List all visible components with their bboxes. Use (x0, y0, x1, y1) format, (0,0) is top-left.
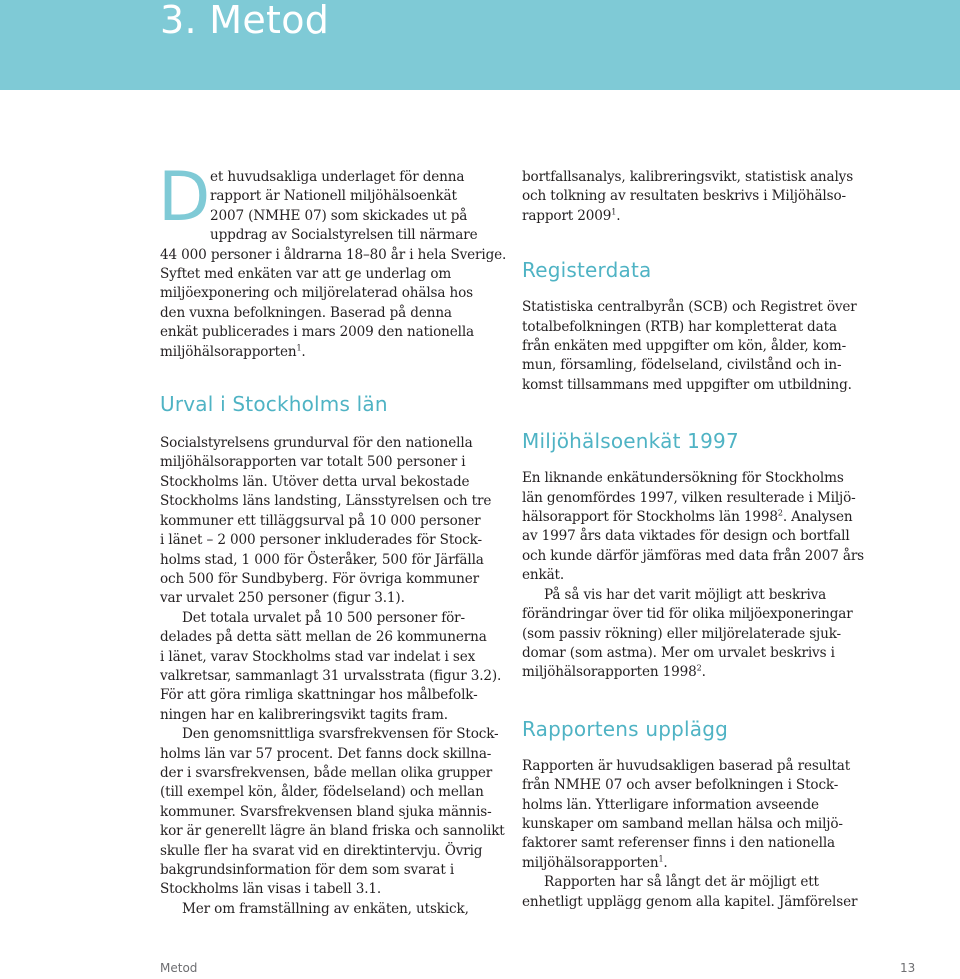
urval-paragraph-2 (160, 609, 502, 725)
text-fragment: . Analysen (782, 509, 853, 526)
text-line: skulle fler ha svarat vid en direktintervju. Övrig (160, 842, 483, 859)
section-heading-urval: Urval i Stockholms län (160, 392, 388, 417)
text-line (522, 854, 857, 873)
footnote-ref: 1 (611, 207, 617, 217)
miljo-1997-paragraph-2 (522, 586, 857, 683)
text-fragment: . (616, 207, 621, 224)
chapter-title: 3. Metod (160, 0, 330, 42)
text-line: Stockholms län. Utöver detta urval bekostade (160, 473, 470, 490)
text-line: län genomfördes 1997, vilken resulterade i Miljö- (522, 489, 856, 506)
text-line: rapport är Nationell miljöhälsoenkät (210, 188, 457, 205)
text-line: enkät publicerades i mars 2009 den nationella (160, 324, 474, 341)
text-line: Rapporten är huvudsakligen baserad på resultat (522, 757, 851, 774)
text-line: På så vis har det varit möjligt att beskriva (544, 586, 827, 603)
text-line: kommuner ett tilläggsurval på 10 000 personer (160, 512, 481, 529)
text-line: valkretsar, sammanlagt 31 urvalsstrata (figur 3.2). (160, 667, 502, 684)
section-heading-registerdata: Registerdata (522, 258, 652, 283)
text-line: bakgrundsinformation för dem som svarat i (160, 862, 455, 878)
text-line: Mer om framställning av enkäten, utskick, (182, 900, 469, 917)
text-line: Syftet med enkäten var att ge underlag om (160, 266, 452, 283)
urval-paragraph-1 (160, 434, 495, 609)
text-line: Det totala urvalet på 10 500 personer för- (182, 609, 465, 626)
text-line: miljöexponering och miljörelaterad ohälsa hos (160, 285, 473, 302)
text-line: Stockholms län visas i tabell 3.1. (160, 881, 382, 898)
page-number: 13 (900, 961, 916, 975)
text-line: från NMHE 07 och avser befolkningen i Stock- (522, 777, 839, 794)
text-line: Den genomsnittliga svarsfrekvensen för Stock- (182, 726, 499, 743)
text-line: (som passiv rökning) eller miljörelaterade sjuk- (522, 625, 841, 642)
text-line: mun, församling, födelseland, civilstånd och in- (522, 357, 842, 374)
rapportens-paragraph-2 (522, 873, 857, 912)
text-line: miljöhälsorapporten var totalt 500 personer i (160, 454, 466, 471)
text-line: i länet – 2 000 personer inkluderades för Stock- (160, 532, 482, 549)
footnote-ref: 2 (777, 508, 783, 518)
text-line: Rapporten har så långt det är möjligt ett (544, 874, 819, 891)
footer-section-label: Metod (160, 961, 198, 975)
text-line (522, 663, 857, 682)
text-line (160, 343, 495, 362)
urval-paragraph-3 (160, 725, 505, 900)
text-line: komst tillsammans med uppgifter om utbildning. (522, 376, 852, 393)
text-fragment: . (701, 664, 706, 681)
text-line: Statistiska centralbyrån (SCB) och Registret över (522, 299, 857, 316)
text-line: delades på detta sätt mellan de 26 kommunerna (160, 629, 487, 646)
text-line: domar (som astma). Mer om urvalet beskrivs i (522, 644, 835, 661)
text-line: kommuner. Svarsfrekvensen bland sjuka männis- (160, 803, 492, 820)
text-line: ningen har en kalibreringsvikt tagits fram. (160, 706, 448, 723)
footnote-ref: 2 (696, 663, 702, 673)
text-line: var urvalet 250 personer (figur 3.1). (160, 590, 405, 607)
text-line: kor är generellt lägre än bland friska och sannolikt (160, 823, 505, 840)
urval-paragraph-4 (160, 900, 495, 919)
text-fragment: miljöhälsorapporten 1998 (522, 664, 697, 681)
text-line (522, 508, 857, 527)
text-line: enkät. (522, 567, 565, 584)
text-line: För att göra rimliga skattningar hos målbefolk- (160, 687, 478, 704)
text-line: 2007 (NMHE 07) som skickades ut på (210, 207, 468, 224)
text-line: och 500 för Sundbyberg. För övriga kommuner (160, 570, 480, 587)
section-heading-rapportens-upplagg: Rapportens upplägg (522, 716, 729, 741)
miljo-1997-paragraph-1 (522, 469, 865, 585)
continued-paragraph (522, 168, 857, 226)
text-fragment: . (301, 343, 306, 360)
text-line: i länet, varav Stockholms stad var indelat i sex (160, 648, 476, 665)
left-column (158, 158, 507, 919)
text-line: bortfallsanalys, kalibreringsvikt, statistisk analys (522, 169, 854, 185)
text-line: kunskaper om samband mellan hälsa och miljö- (522, 815, 843, 832)
registerdata-paragraph (522, 298, 857, 395)
text-line: Stockholms läns landsting, Länsstyrelsen och tre (160, 493, 492, 510)
text-line: (till exempel kön, ålder, födelseland) och mellan (160, 784, 484, 801)
text-line: och tolkning av resultaten beskrivs i Miljöhälso- (522, 188, 846, 205)
text-line: från enkäten med uppgifter om kön, ålder, kom- (522, 338, 847, 355)
header-band (0, 0, 960, 90)
drop-cap: D (158, 158, 211, 237)
text-fragment: hälsorapport för Stockholms län 1998 (522, 509, 778, 526)
text-line: den vuxna befolkningen. Baserad på denna (160, 304, 452, 321)
footnote-ref: 1 (296, 343, 302, 353)
text-line: et huvudsakliga underlaget för denna (210, 169, 465, 185)
footnote-ref: 1 (658, 854, 664, 864)
text-line (522, 207, 857, 226)
text-line: Socialstyrelsens grundurval för den nationella (160, 435, 473, 452)
text-line: totalbefolkningen (RTB) har kompletterat data (522, 318, 837, 335)
text-line: 44 000 personer i åldrarna 18–80 år i hela Sverige. (160, 246, 507, 263)
text-line: holms stad, 1 000 för Österåker, 500 för Järfälla (160, 551, 484, 568)
text-fragment: . (663, 854, 668, 871)
text-line: av 1997 års data viktades för design och bortfall (522, 528, 850, 545)
rapportens-paragraph-1 (522, 757, 857, 873)
text-line: faktorer samt referenser finns i den nationella (522, 835, 835, 852)
text-fragment: miljöhälsorapporten (522, 854, 659, 871)
intro-paragraph (158, 158, 507, 362)
text-line: En liknande enkätundersökning för Stockholms (522, 470, 844, 487)
section-heading-miljo-1997: Miljöhälsoenkät 1997 (522, 429, 739, 454)
text-line: uppdrag av Socialstyrelsen till närmare (210, 227, 478, 244)
text-line: holms län var 57 procent. Det fanns dock skillna- (160, 745, 492, 762)
right-column (522, 168, 865, 912)
text-fragment: miljöhälsorapporten (160, 343, 297, 360)
text-line: holms län. Ytterligare information avseende (522, 796, 819, 813)
text-fragment: rapport 2009 (522, 207, 612, 224)
text-line: der i svarsfrekvensen, både mellan olika grupper (160, 764, 493, 781)
text-line: förändringar över tid för olika miljöexponeringar (522, 606, 853, 623)
text-line: enhetligt upplägg genom alla kapitel. Jämförelser (522, 893, 858, 910)
text-line: och kunde därför jämföras med data från 2007 års (522, 547, 865, 564)
